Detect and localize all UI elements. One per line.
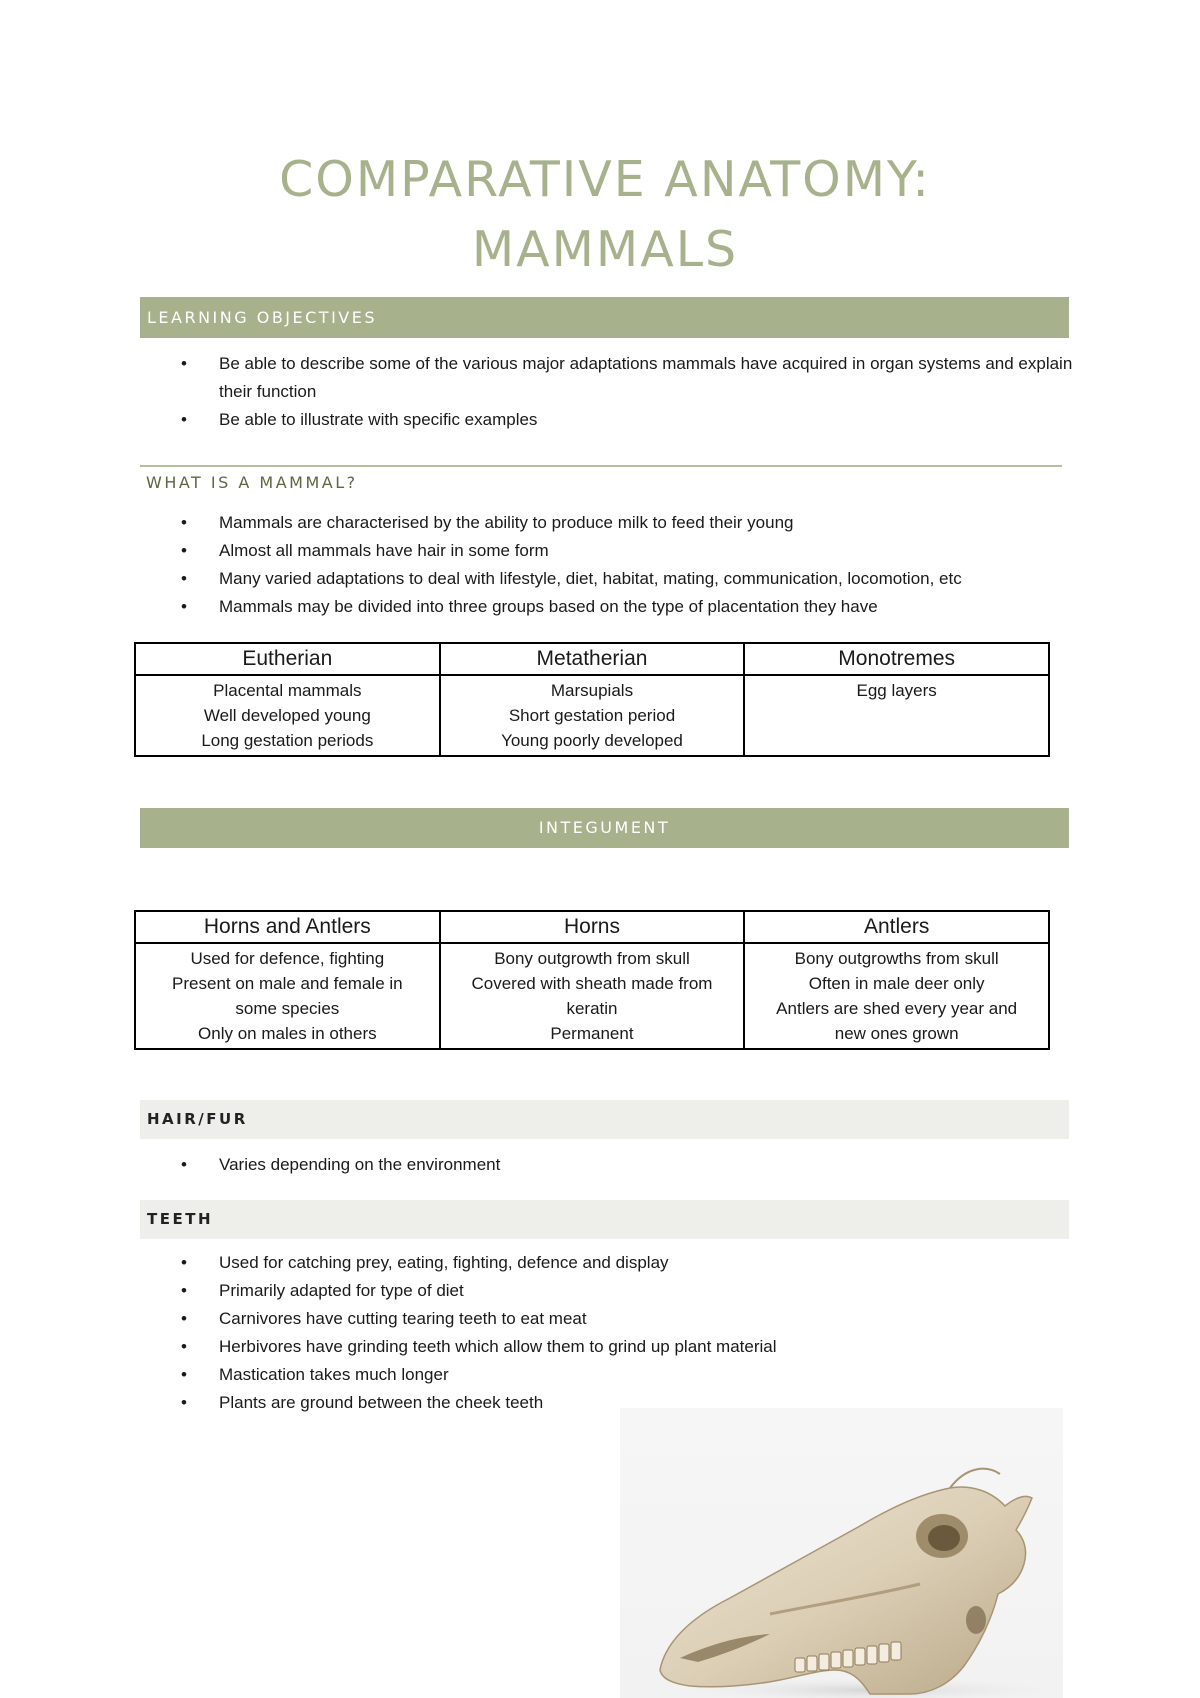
- list-item: [0, 593, 1110, 621]
- horns-antlers-table: [134, 910, 1050, 1050]
- section-divider: [140, 465, 1062, 467]
- learning-objectives-heading: [140, 297, 1069, 338]
- cell-line: Marsupials: [550, 681, 634, 700]
- list-item: [0, 565, 1110, 593]
- table-header-antlers: Antlers: [744, 911, 1049, 943]
- list-item-text: Mammals are characterised by the ability to produce milk to feed their young: [219, 513, 794, 532]
- list-item: [0, 537, 1110, 565]
- table-cell-horns-and-antlers: [135, 943, 440, 1049]
- list-item: [0, 1277, 1110, 1305]
- list-item: [0, 1305, 1110, 1333]
- learning-objectives-list: [0, 350, 1110, 434]
- list-item: [0, 1151, 1110, 1179]
- list-item-text: Be able to illustrate with specific examples: [219, 410, 538, 429]
- cell-line: Short gestation period: [508, 706, 676, 725]
- table-header-horns: Horns: [440, 911, 745, 943]
- table-cell-horns: [440, 943, 745, 1049]
- list-item: [0, 350, 1110, 406]
- cell-line: Well developed young: [203, 706, 371, 725]
- title-line-1: COMPARATIVE ANATOMY:: [279, 151, 931, 208]
- list-item-text: Almost all mammals have hair in some form: [219, 541, 549, 560]
- list-item-text: Carnivores have cutting tearing teeth to eat meat: [219, 1309, 587, 1328]
- table-row: [135, 943, 1049, 1049]
- cell-line: Only on males in others: [198, 1024, 377, 1043]
- table-cell-metatherian: [440, 675, 745, 756]
- cell-line: Bony outgrowth from skull: [494, 949, 690, 968]
- list-item-text: Mammals may be divided into three groups based on the type of placentation they have: [219, 597, 878, 616]
- table-header-horns-and-antlers: Horns and Antlers: [135, 911, 440, 943]
- hair-fur-heading-text: HAIR/FUR: [147, 1110, 248, 1128]
- learning-objectives-heading-text: LEARNING OBJECTIVES: [147, 308, 377, 327]
- list-item-text: Many varied adaptations to deal with lifestyle, diet, habitat, mating, communication, locomotion, etc: [219, 569, 962, 588]
- list-item: [0, 1249, 1110, 1277]
- integument-heading-text: INTEGUMENT: [538, 818, 671, 837]
- cell-line: Bony outgrowths from skull: [794, 949, 999, 968]
- document-title: [0, 145, 1200, 285]
- list-item-text: Used for catching prey, eating, fighting, defence and display: [219, 1253, 669, 1272]
- horse-skull-photo: [620, 1408, 1063, 1698]
- hair-fur-heading: [140, 1100, 1069, 1139]
- list-item-text: Be able to describe some of the various major adaptations mammals have acquired in organ systems and explain their function: [219, 354, 1073, 401]
- hair-fur-list: [0, 1151, 1110, 1179]
- table-cell-antlers: [744, 943, 1049, 1049]
- what-is-mammal-heading: [146, 473, 358, 492]
- cell-line: Permanent: [550, 1024, 634, 1043]
- table-row: [135, 675, 1049, 756]
- cell-line: Placental mammals: [213, 681, 362, 700]
- teeth-heading-text: TEETH: [147, 1210, 214, 1228]
- list-item: [0, 1361, 1110, 1389]
- list-item-text: Mastication takes much longer: [219, 1365, 449, 1384]
- cell-line: Used for defence, fighting: [190, 949, 385, 968]
- cell-line: Often in male deer only: [808, 974, 985, 993]
- placentation-table: [134, 642, 1050, 757]
- list-item-text: Primarily adapted for type of diet: [219, 1281, 464, 1300]
- cell-line: Covered with sheath made from keratin: [471, 974, 713, 1018]
- what-is-mammal-list: [0, 509, 1110, 621]
- list-item: [0, 1333, 1110, 1361]
- teeth-heading: [140, 1200, 1069, 1239]
- table-cell-monotremes: [744, 675, 1049, 756]
- table-header-monotremes: Monotremes: [744, 643, 1049, 675]
- what-is-mammal-heading-text: WHAT IS A MAMMAL?: [146, 473, 358, 492]
- list-item: [0, 406, 1110, 434]
- table-header-eutherian: Eutherian: [135, 643, 440, 675]
- skull-illustration: [620, 1408, 1063, 1698]
- list-item-text: Varies depending on the environment: [219, 1155, 501, 1174]
- cell-line: Long gestation periods: [201, 731, 374, 750]
- list-item-text: Plants are ground between the cheek teeth: [219, 1393, 544, 1412]
- integument-heading: [140, 808, 1069, 848]
- title-line-2: MAMMALS: [471, 221, 739, 278]
- cell-line: Present on male and female in some species: [172, 974, 403, 1018]
- list-item: [0, 509, 1110, 537]
- table-header-metatherian: Metatherian: [440, 643, 745, 675]
- cell-line: Antlers are shed every year and new ones grown: [776, 999, 1018, 1043]
- list-item-text: Herbivores have grinding teeth which allow them to grind up plant material: [219, 1337, 777, 1356]
- cell-line: Egg layers: [856, 681, 937, 700]
- table-cell-eutherian: [135, 675, 440, 756]
- teeth-list: [0, 1249, 1110, 1417]
- cell-line: Young poorly developed: [501, 731, 683, 750]
